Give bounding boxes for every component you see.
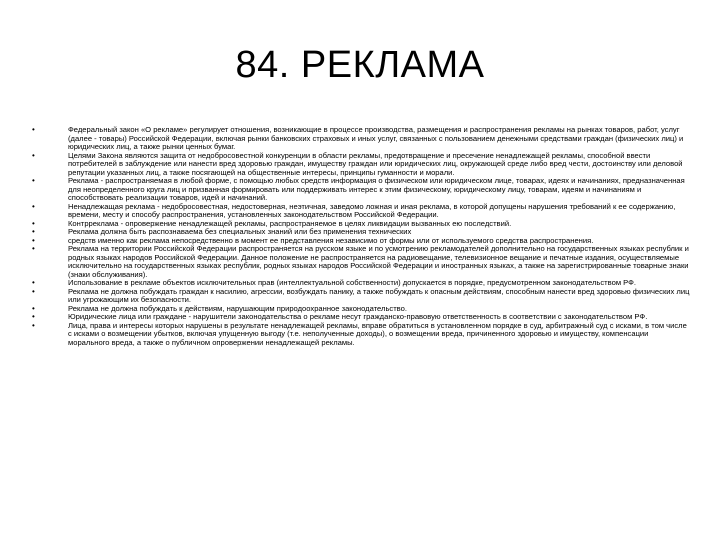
list-item-text: Лица, права и интересы которых нарушены в результате ненадлежащей рекламы, вправе обратиться в установленном порядке в суд, арбитражный суд с исками, в том числе с исками о возмещении убытков, включая упущенную выгоду (т.е. неполученные доходы), о возмещении вреда, причиненного здоровью и имуществу, компенсации морального вреда, а также о публичном опровержении ненадлежащей рекламы.: [68, 320, 687, 347]
bullet-icon: •: [32, 286, 35, 296]
list-item-text: Федеральный закон «О рекламе» регулирует отношения, возникающие в процессе производства, размещения и распространения рекламы на рынках товаров, работ, услуг (далее - товары) Российской Федерации, включая рынки банковских страховых и иных услуг, связанных с пользованием денежными средствами граждан (физических лиц) и юридических лиц, а также рынки ценных бумаг.: [68, 125, 684, 151]
bullet-icon: •: [32, 278, 35, 287]
bullet-icon: •: [32, 303, 35, 313]
bullet-icon: •: [32, 320, 35, 330]
bullet-icon: •: [32, 201, 35, 211]
list-item-text: Использование в рекламе объектов исключительных прав (интеллектуальной собственности) допускается в порядке, предусмотренном законодательством РФ.: [68, 278, 637, 287]
list-item-text: Реклама на территории Российской Федерации распространяется на русском языке и по усмотрению рекламодателей дополнительно на государственных языках республик и родных языках народов Российской Федерации. Данное положение не распространяется на радиовещание, телевизионное вещание и печатные издания, осуществляемые исключительно на государственных языках республик, родных языках народов Российской Федерации и иностранных языках, а также на зарегистрированные товарные знаки (знаки обслуживания).: [68, 244, 689, 279]
list-item-text: Ненадлежащая реклама - недобросовестная, недостоверная, неэтичная, заведомо ложная и иная реклама, в которой допущены нарушения требований к ее содержанию, времени, месту и способу распространения, установленных законодательством Российской Федерации.: [68, 201, 676, 219]
list-item: [32, 288, 692, 305]
list-item-text: Реклама не должна побуждать к действиям, нарушающим природоохранное законодательство.: [68, 303, 407, 313]
list-item: [32, 203, 692, 220]
list-item-text: Контрреклама - опровержение ненадлежащей рекламы, распространяемое в целях ликвидации вызванных ею последствий.: [68, 218, 512, 228]
bullet-icon: •: [32, 125, 35, 134]
list-item: [32, 152, 692, 178]
list-item-text: Целями Закона являются защита от недобросовестной конкуренции в области рекламы, предотвращение и пресечение ненадлежащей рекламы, способной ввести потребителей в заблуждение или нанести вред здоровью граждан, имуществу граждан или юридических лиц, окружающей среде либо вред чести, достоинству или деловой репутации указанных лиц, а также посягающей на общественные интересы, принципы гуманности и морали.: [68, 150, 683, 177]
bullet-icon: •: [32, 218, 35, 228]
bullet-icon: •: [32, 312, 35, 321]
list-item: [32, 245, 692, 279]
list-item-text: Юридические лица или граждане - нарушители законодательства о рекламе несут гражданско-правовую ответственность в соответствии с законодательством РФ.: [68, 312, 648, 321]
bullet-icon: •: [32, 244, 35, 253]
bullet-list: [32, 126, 692, 347]
list-item-text: Реклама должна быть распознаваема без специальных знаний или без применения технических: [68, 227, 412, 236]
list-item-text: Реклама - распространяемая в любой форме, с помощью любых средств информация о физическом или юридическом лице, товарах, идеях и начинаниях, предназначенная для неопределенного круга лиц и призванная формировать или поддерживать интерес к этим физическому, юридическому лицу, товарам, идеям и начинаниям и способствовать реализации товаров, идей и начинаний.: [68, 176, 685, 202]
list-item-text: средств именно как реклама непосредственно в момент ее представления независимо от формы или от используемого средства распространения.: [68, 235, 594, 245]
list-item: [32, 177, 692, 203]
bullet-icon: •: [32, 150, 35, 160]
bullet-icon: •: [32, 235, 35, 245]
bullet-icon: •: [32, 176, 35, 185]
list-item: [32, 126, 692, 152]
list-item-text: Реклама не должна побуждать граждан к насилию, агрессии, возбуждать панику, а также побуждать к опасным действиям, способным нанести вред здоровью физических лиц или угрожающим их безопасности.: [68, 286, 690, 304]
slide-title: 84. РЕКЛАМА: [235, 44, 485, 86]
list-item: [32, 322, 692, 348]
bullet-icon: •: [32, 227, 35, 236]
